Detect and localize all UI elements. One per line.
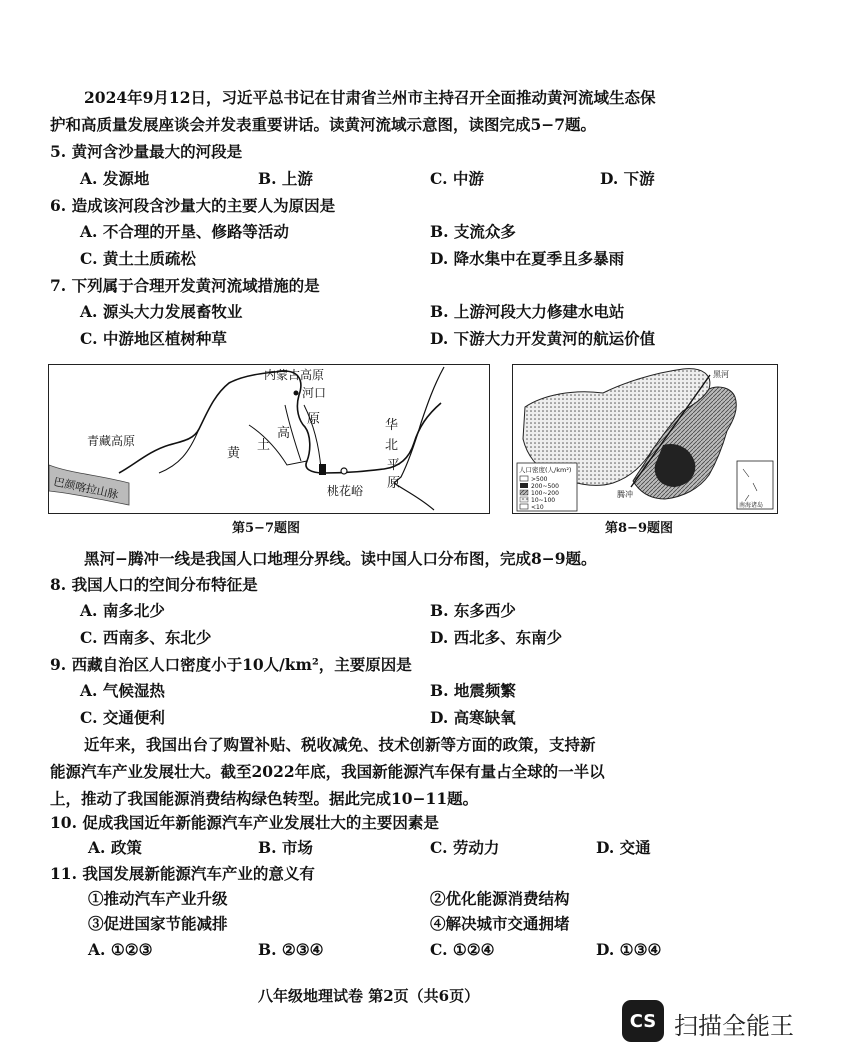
- q11-statement-3: ③促进国家节能减排: [88, 914, 228, 933]
- q6-option-c[interactable]: C. 黄土土质疏松: [80, 249, 196, 268]
- q7-option-c[interactable]: C. 中游地区植树种草: [80, 329, 227, 348]
- intro-paragraph-line: 上，推动了我国能源消费结构绿色转型。据此完成10−11题。: [50, 789, 479, 808]
- coastline: [394, 367, 444, 510]
- question-8-stem: 8. 我国人口的空间分布特征是: [50, 575, 258, 594]
- map1-caption: 第5−7题图: [232, 521, 300, 536]
- inset-label: 南海诸岛: [739, 502, 764, 509]
- intro-paragraph-line: 近年来，我国出台了购置补贴、税收减免、技术创新等方面的政策，支持新: [84, 735, 596, 754]
- q6-option-d[interactable]: D. 降水集中在夏季且多暴雨: [430, 249, 625, 268]
- population-map-svg: [513, 365, 777, 513]
- map-label-bei: 北: [385, 438, 399, 453]
- hekou-marker: [294, 391, 299, 396]
- q10-option-b[interactable]: B. 市场: [258, 838, 313, 857]
- question-10-stem: 10. 促成我国近年新能源汽车产业发展壮大的主要因素是: [50, 813, 439, 832]
- camscanner-watermark-text: 扫描全能王: [674, 1012, 794, 1040]
- q10-option-c[interactable]: C. 劳动力: [430, 838, 500, 857]
- map-label-yuan2: 原: [387, 476, 401, 491]
- yellow-river-basin-map: [48, 364, 490, 514]
- question-6-stem: 6. 造成该河段含沙量大的主要人为原因是: [50, 196, 336, 215]
- q11-option-d[interactable]: D. ①③④: [596, 940, 662, 959]
- question-9-stem: 9. 西藏自治区人口密度小于10人/km²，主要原因是: [50, 655, 412, 674]
- yellow-river-map-svg: [49, 365, 489, 513]
- map-label-bayan: 巴颜喀拉山脉: [52, 475, 120, 502]
- q8-option-c[interactable]: C. 西南多、东北少: [80, 628, 212, 647]
- q8-option-a[interactable]: A. 南多北少: [80, 601, 165, 620]
- legend-item: 200~500: [531, 483, 559, 490]
- q9-option-a[interactable]: A. 气候湿热: [80, 681, 165, 700]
- map-label-neimeng: 内蒙古高原: [264, 368, 325, 382]
- map2-caption: 第8−9题图: [605, 521, 673, 536]
- q7-option-d[interactable]: D. 下游大力开发黄河的航运价值: [430, 329, 656, 348]
- intro-paragraph-line: 2024年9月12日，习近平总书记在甘肃省兰州市主持召开全面推动黄河流域生态保: [84, 88, 656, 107]
- legend-item: <10: [531, 504, 544, 511]
- q5-option-a[interactable]: A. 发源地: [80, 169, 150, 188]
- map-label-ping: 平: [387, 458, 401, 473]
- q8-option-d[interactable]: D. 西北多、东南少: [430, 628, 563, 647]
- question-7-stem: 7. 下列属于合理开发黄河流域措施的是: [50, 276, 320, 295]
- legend-item: 10~100: [531, 497, 556, 504]
- q11-option-c[interactable]: C. ①②④: [430, 940, 495, 959]
- q7-option-b[interactable]: B. 上游河段大力修建水电站: [430, 302, 625, 321]
- map-label-heihe: 黑河: [713, 370, 729, 379]
- q5-option-b[interactable]: B. 上游: [258, 169, 313, 188]
- q9-option-b[interactable]: B. 地震频繁: [430, 681, 516, 700]
- map-label-tengchong: 腾冲: [617, 490, 633, 499]
- question-5-stem: 5. 黄河含沙量最大的河段是: [50, 142, 243, 161]
- map-label-hua: 华: [385, 418, 399, 433]
- legend-title: 人口密度(人/km²): [519, 466, 572, 474]
- map-label-taohuayu: 桃花峪: [327, 484, 364, 498]
- q9-option-d[interactable]: D. 高寒缺氧: [430, 708, 516, 727]
- q5-option-c[interactable]: C. 中游: [430, 169, 484, 188]
- camscanner-logo: CS: [622, 1000, 664, 1042]
- map-label-huang: 黄: [227, 446, 241, 461]
- legend: [517, 463, 577, 511]
- china-population-map: [512, 364, 778, 514]
- map-label-gao: 高: [277, 426, 291, 441]
- map-label-tu: 土: [257, 438, 271, 453]
- intro-paragraph-line: 黑河−腾冲一线是我国人口地理分界线。读中国人口分布图，完成8−9题。: [84, 549, 597, 568]
- map-label-qingzang: 青藏高原: [87, 434, 136, 448]
- q11-statement-2: ②优化能源消费结构: [430, 889, 570, 908]
- legend-item: >500: [531, 476, 548, 483]
- q10-option-d[interactable]: D. 交通: [596, 838, 651, 857]
- q9-option-c[interactable]: C. 交通便利: [80, 708, 165, 727]
- map-label-yuan: 原: [307, 412, 321, 427]
- intro-paragraph-line: 能源汽车产业发展壮大。截至2022年底，我国新能源汽车保有量占全球的一半以: [50, 762, 605, 781]
- q6-option-b[interactable]: B. 支流众多: [430, 222, 516, 241]
- q11-option-b[interactable]: B. ②③④: [258, 940, 324, 959]
- q6-option-a[interactable]: A. 不合理的开垦、修路等活动: [80, 222, 289, 241]
- dam-marker: [319, 464, 326, 475]
- q10-option-a[interactable]: A. 政策: [88, 838, 142, 857]
- q11-option-a[interactable]: A. ①②③: [88, 940, 153, 959]
- map-label-hekou: 河口: [302, 386, 327, 400]
- taohuayu-marker: [341, 468, 347, 474]
- question-11-stem: 11. 我国发展新能源汽车产业的意义有: [50, 864, 315, 883]
- q7-option-a[interactable]: A. 源头大力发展畜牧业: [80, 302, 243, 321]
- q8-option-b[interactable]: B. 东多西少: [430, 601, 516, 620]
- q5-option-d[interactable]: D. 下游: [600, 169, 655, 188]
- legend-item: 100~200: [531, 490, 559, 497]
- page-footer: 八年级地理试卷 第2页（共6页）: [258, 987, 480, 1005]
- intro-paragraph-line: 护和高质量发展座谈会并发表重要讲话。读黄河流域示意图，读图完成5−7题。: [50, 115, 597, 134]
- q11-statement-1: ①推动汽车产业升级: [88, 889, 228, 908]
- q11-statement-4: ④解决城市交通拥堵: [430, 914, 570, 933]
